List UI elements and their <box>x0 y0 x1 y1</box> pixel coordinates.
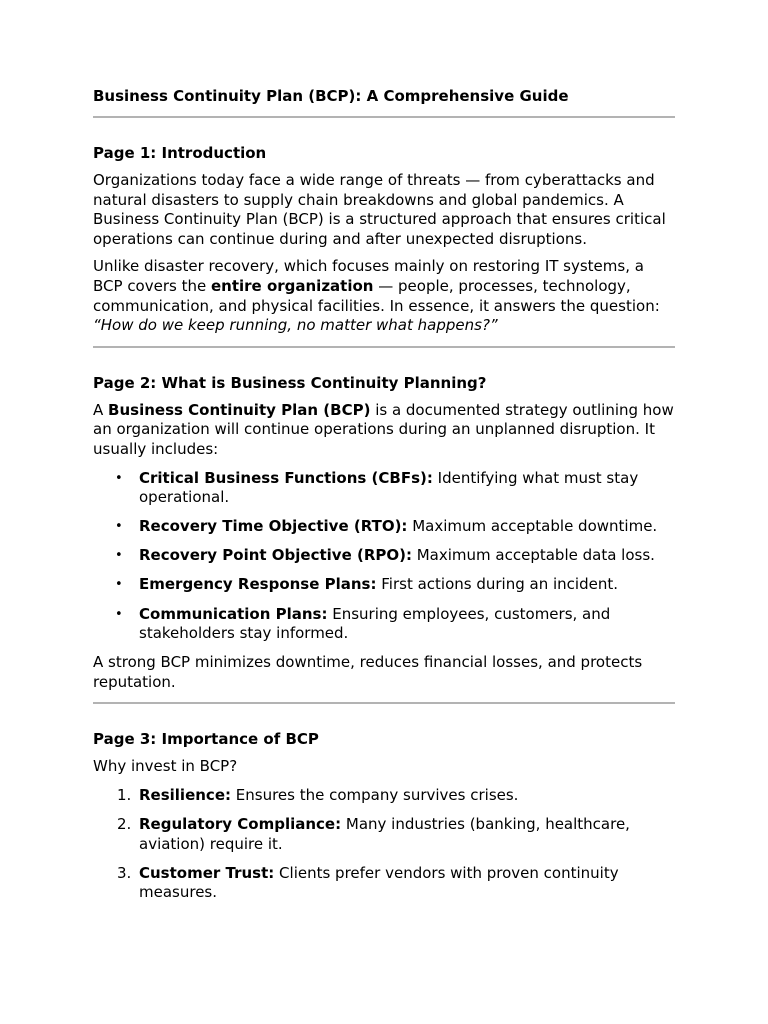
list-item-desc: First actions during an incident. <box>376 575 618 594</box>
divider <box>93 702 675 704</box>
text-run: is a documented strategy outlining how an organization will continue operations during an unplanned disruption. It usually includes: <box>93 400 674 458</box>
bullet-list <box>93 469 675 644</box>
paragraph <box>93 401 675 460</box>
paragraph: Organizations today face a wide range of threats — from cyberattacks and natural disasters to supply chain breakdowns and global pandemics. A Business Continuity Plan (BCP) is a structured approach that ensures critical operations can continue during and after unexpected disruptions. <box>93 171 666 248</box>
list-item-desc: Maximum acceptable downtime. <box>407 517 658 536</box>
list-item-desc: Many industries (banking, healthcare, aviation) require it. <box>139 815 630 853</box>
list-item-desc: Maximum acceptable data loss. <box>411 546 655 565</box>
section-heading: Page 1: Introduction <box>93 144 267 162</box>
document-title: Business Continuity Plan (BCP): A Comprehensive Guide <box>93 87 569 105</box>
section-heading: Page 3: Importance of BCP <box>93 730 319 749</box>
list-number: 3. <box>117 863 132 882</box>
paragraph <box>93 257 675 335</box>
list-item <box>93 469 675 508</box>
bullet-icon: • <box>115 519 123 535</box>
bold-text: Business Continuity Plan (BCP) <box>108 400 371 419</box>
paragraph: Why invest in BCP? <box>93 757 238 776</box>
list-item-term: Emergency Response Plans: <box>139 575 377 594</box>
divider <box>93 346 675 348</box>
list-item-term: Recovery Time Objective (RTO): <box>139 517 408 536</box>
paragraph: A strong BCP minimizes downtime, reduces financial losses, and protects reputation. <box>93 653 643 691</box>
list-item-desc: Ensuring employees, customers, and stakeholders stay informed. <box>139 604 611 643</box>
list-item-term: Recovery Point Objective (RPO): <box>139 546 412 565</box>
bullet-icon: • <box>115 470 123 486</box>
bullet-icon: • <box>115 606 123 622</box>
list-item-desc: Ensures the company survives crises. <box>231 785 519 804</box>
list-item <box>93 786 675 806</box>
list-item-term: Critical Business Functions (CBFs): <box>139 468 433 487</box>
list-item <box>93 575 675 595</box>
text-run: — people, processes, technology, communication, and physical facilities. In essence, it answers the question: <box>93 276 660 315</box>
section-heading: Page 2: What is Business Continuity Planning? <box>93 373 487 392</box>
bullet-icon: • <box>115 548 123 564</box>
list-item-desc: Identifying what must stay operational. <box>139 468 639 507</box>
bullet-icon: • <box>115 577 123 593</box>
document-page <box>93 86 675 912</box>
list-item <box>93 864 675 903</box>
numbered-list <box>93 786 675 903</box>
section-introduction <box>93 143 675 336</box>
list-item <box>93 605 675 644</box>
list-item-term: Communication Plans: <box>139 604 328 623</box>
divider <box>93 116 675 118</box>
bold-text: entire organization <box>210 276 374 295</box>
list-item <box>93 517 675 537</box>
list-item-term: Resilience: <box>139 785 231 804</box>
list-item-desc: Clients prefer vendors with proven continuity measures. <box>139 863 619 902</box>
italic-quote: “How do we keep running, no matter what happens?” <box>93 316 498 335</box>
list-item <box>93 546 675 566</box>
text-run: Unlike disaster recovery, which focuses mainly on restoring IT systems, a BCP covers the <box>93 257 644 295</box>
section-what-is-bcp <box>93 373 675 693</box>
list-item-term: Regulatory Compliance: <box>139 815 342 834</box>
list-number: 2. <box>117 815 132 834</box>
text-run: A <box>93 400 109 419</box>
list-item <box>93 815 675 854</box>
list-item-term: Customer Trust: <box>139 863 275 882</box>
list-number: 1. <box>117 785 132 804</box>
section-importance <box>93 729 675 903</box>
